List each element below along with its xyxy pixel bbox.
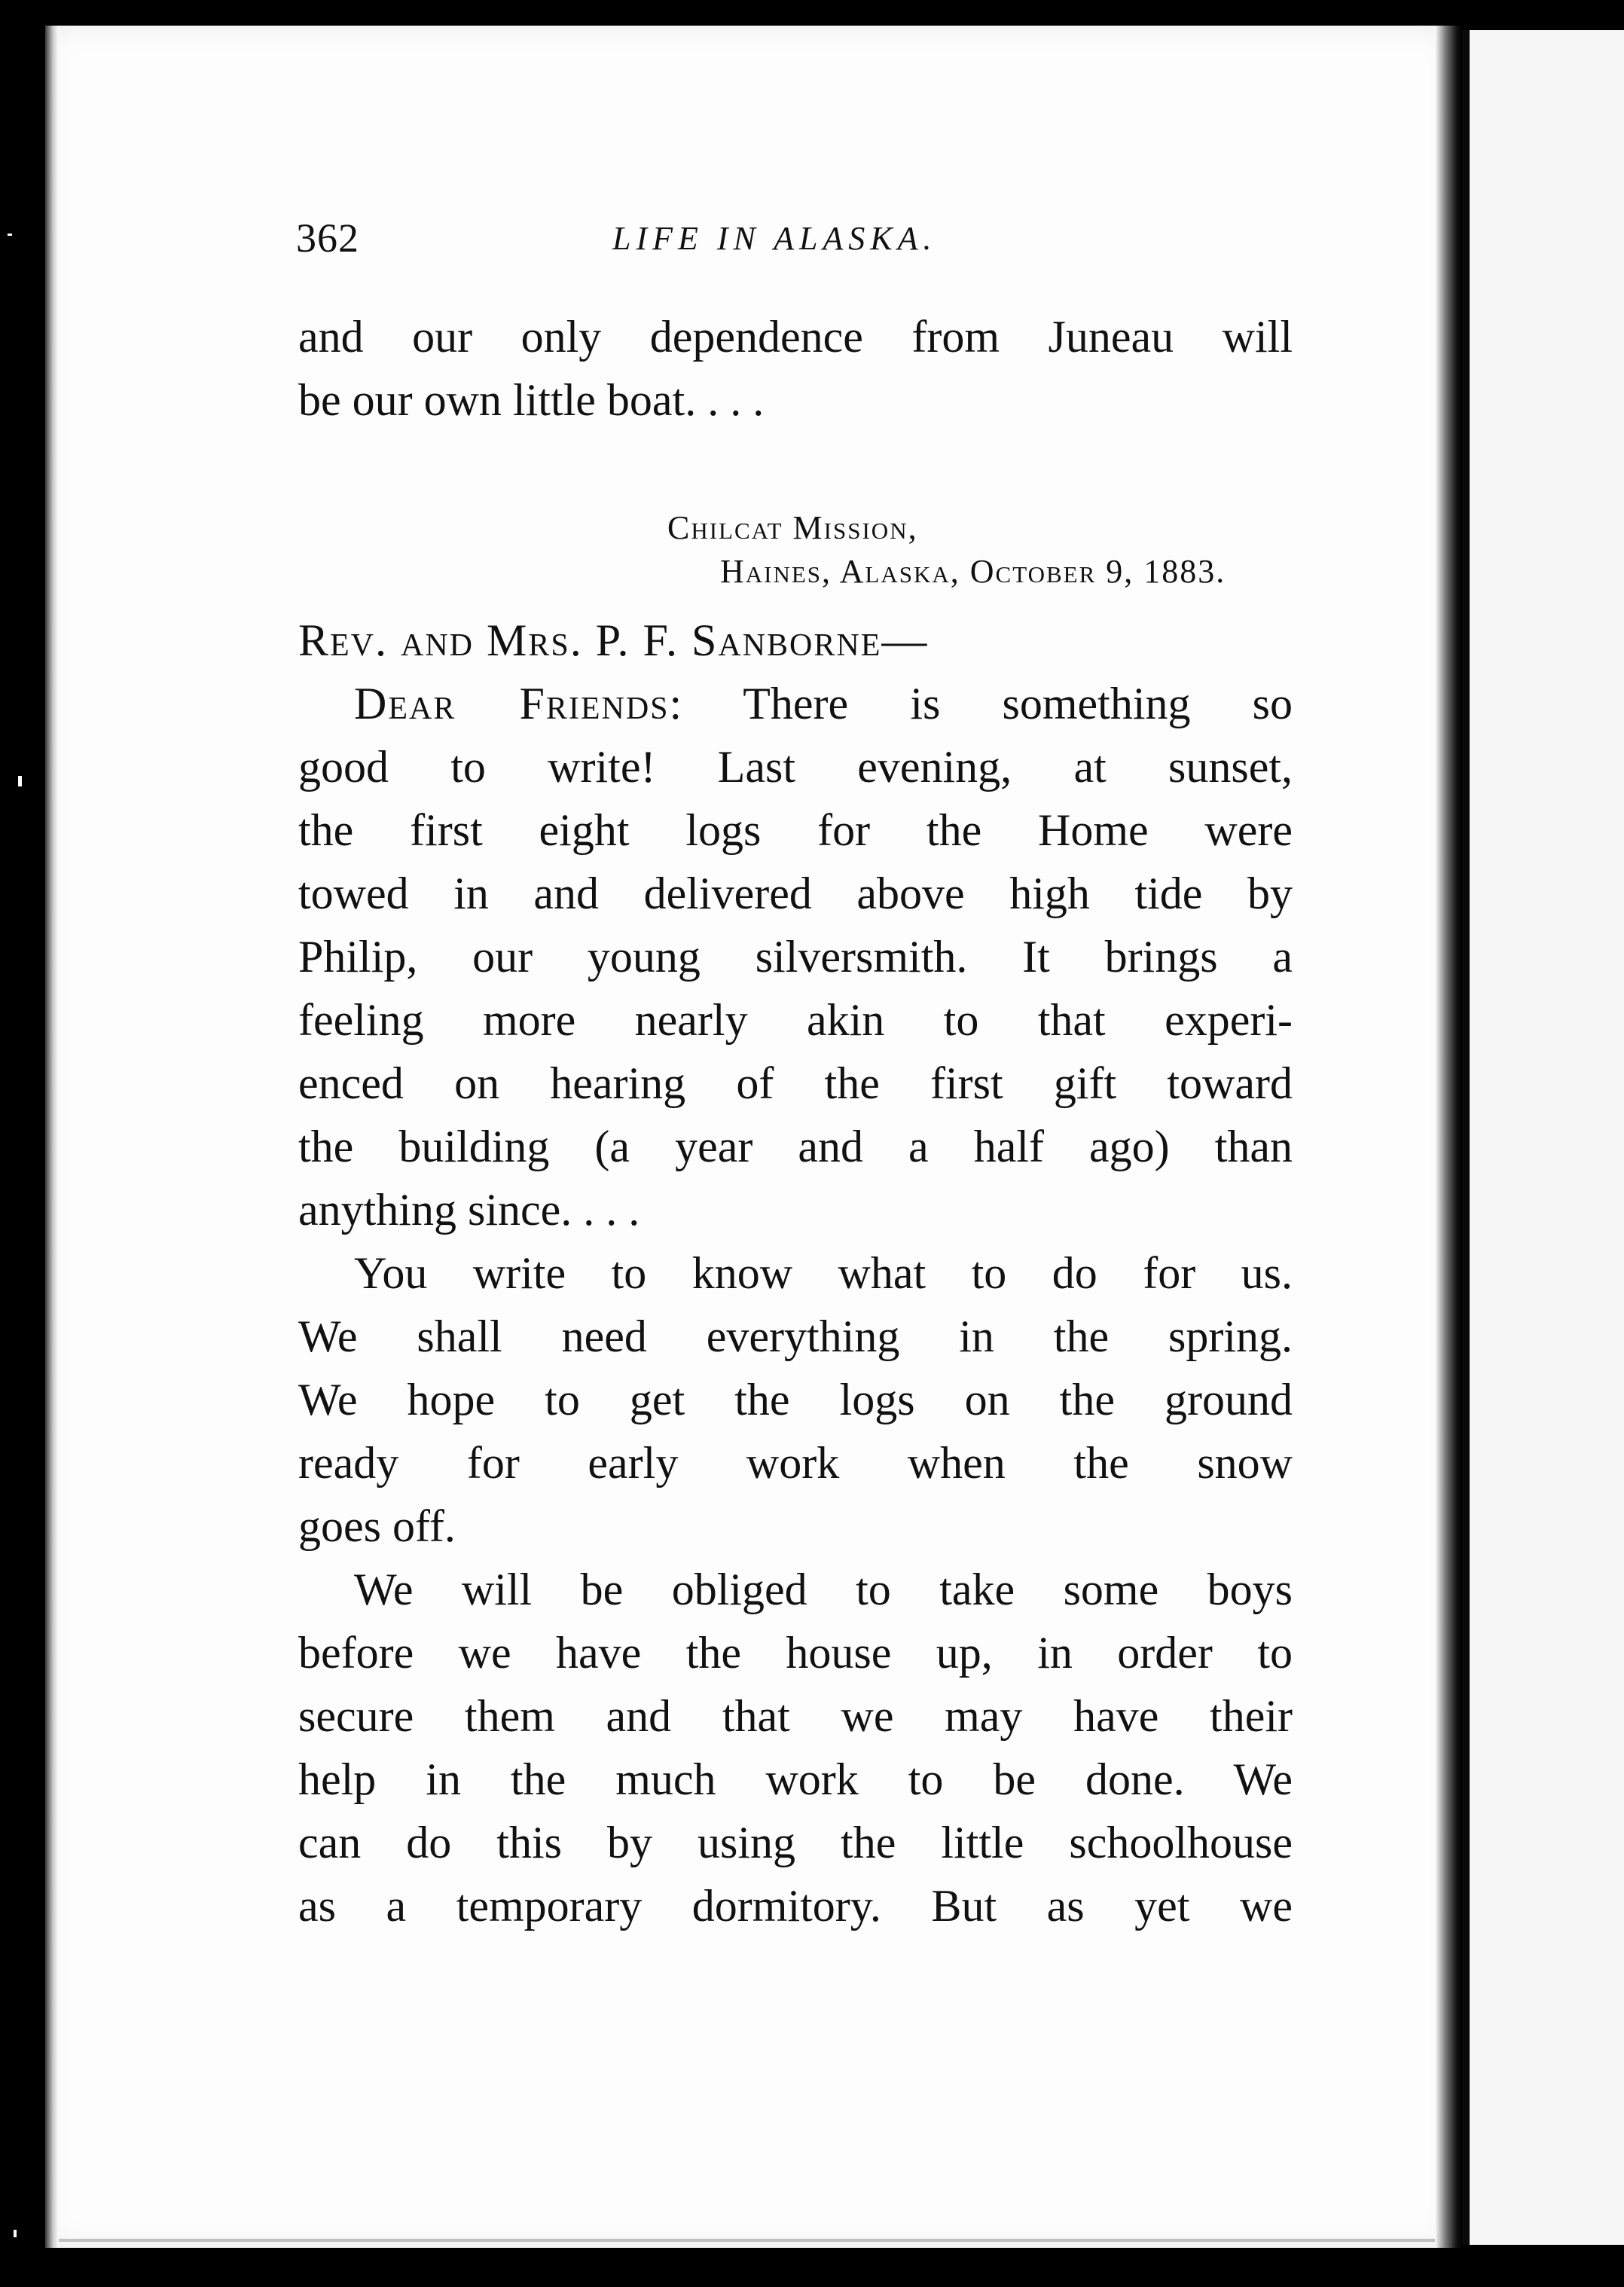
text-fragment: : There is something so — [669, 679, 1293, 728]
text-line — [298, 672, 1293, 735]
text-line: You write to know what to do for us. — [354, 1248, 1293, 1298]
text-line: be our own little boat. . . . — [298, 375, 765, 425]
text-line: secure them and that we may have their — [298, 1691, 1293, 1741]
dateline-text: Haines, Alaska, October 9, 1883. — [720, 553, 1226, 590]
facing-page-edge — [1462, 30, 1624, 2245]
book-gutter — [1435, 26, 1462, 2248]
text-line: the building (a year and a half ago) than — [298, 1122, 1293, 1171]
text-line: good to write! Last evening, at sunset, — [298, 742, 1293, 792]
scan-speck — [8, 234, 12, 236]
letter-body — [298, 609, 1293, 1937]
text-line: can do this by using the little schoolhouse — [298, 1818, 1293, 1867]
text-line: and our only dependence from Juneau will — [298, 312, 1293, 362]
letter-dateline — [298, 506, 1293, 594]
text-line: the first eight logs for the Home were — [298, 805, 1293, 855]
text-line: We shall need everything in the spring. — [298, 1311, 1293, 1361]
text-line: towed in and delivered above high tide by — [298, 869, 1293, 918]
text-line: as a temporary dormitory. But as yet we — [298, 1881, 1293, 1931]
text-line: enced on hearing of the first gift toward — [298, 1058, 1293, 1108]
text-line: goes off. — [298, 1501, 456, 1551]
dateline-place: Chilcat Mission, — [667, 509, 918, 546]
text-line: anything since. . . . — [298, 1185, 640, 1235]
scan-speck — [14, 2230, 17, 2237]
continuation-text — [298, 305, 1293, 432]
page-number: 362 — [296, 215, 359, 261]
text-line: before we have the house up, in order to — [298, 1628, 1293, 1678]
scan-speck — [18, 776, 22, 786]
dateline-location-date — [298, 550, 1293, 594]
letter-salutation: Rev. and Mrs. P. F. Sanborne— — [298, 615, 929, 665]
text-line: We hope to get the logs on the ground — [298, 1375, 1293, 1424]
text-line: feeling more nearly akin to that experi- — [298, 995, 1293, 1045]
text-line: ready for early work when the snow — [298, 1438, 1293, 1488]
text-line: We will be obliged to take some boys — [354, 1565, 1293, 1614]
running-title: LIFE IN ALASKA. — [612, 220, 937, 257]
running-head — [296, 215, 1290, 267]
text-line: Philip, our young silversmith. It brings a — [298, 932, 1293, 982]
text-line: help in the much work to be done. We — [298, 1754, 1293, 1804]
greeting-caps: Dear Friends — [354, 679, 670, 728]
